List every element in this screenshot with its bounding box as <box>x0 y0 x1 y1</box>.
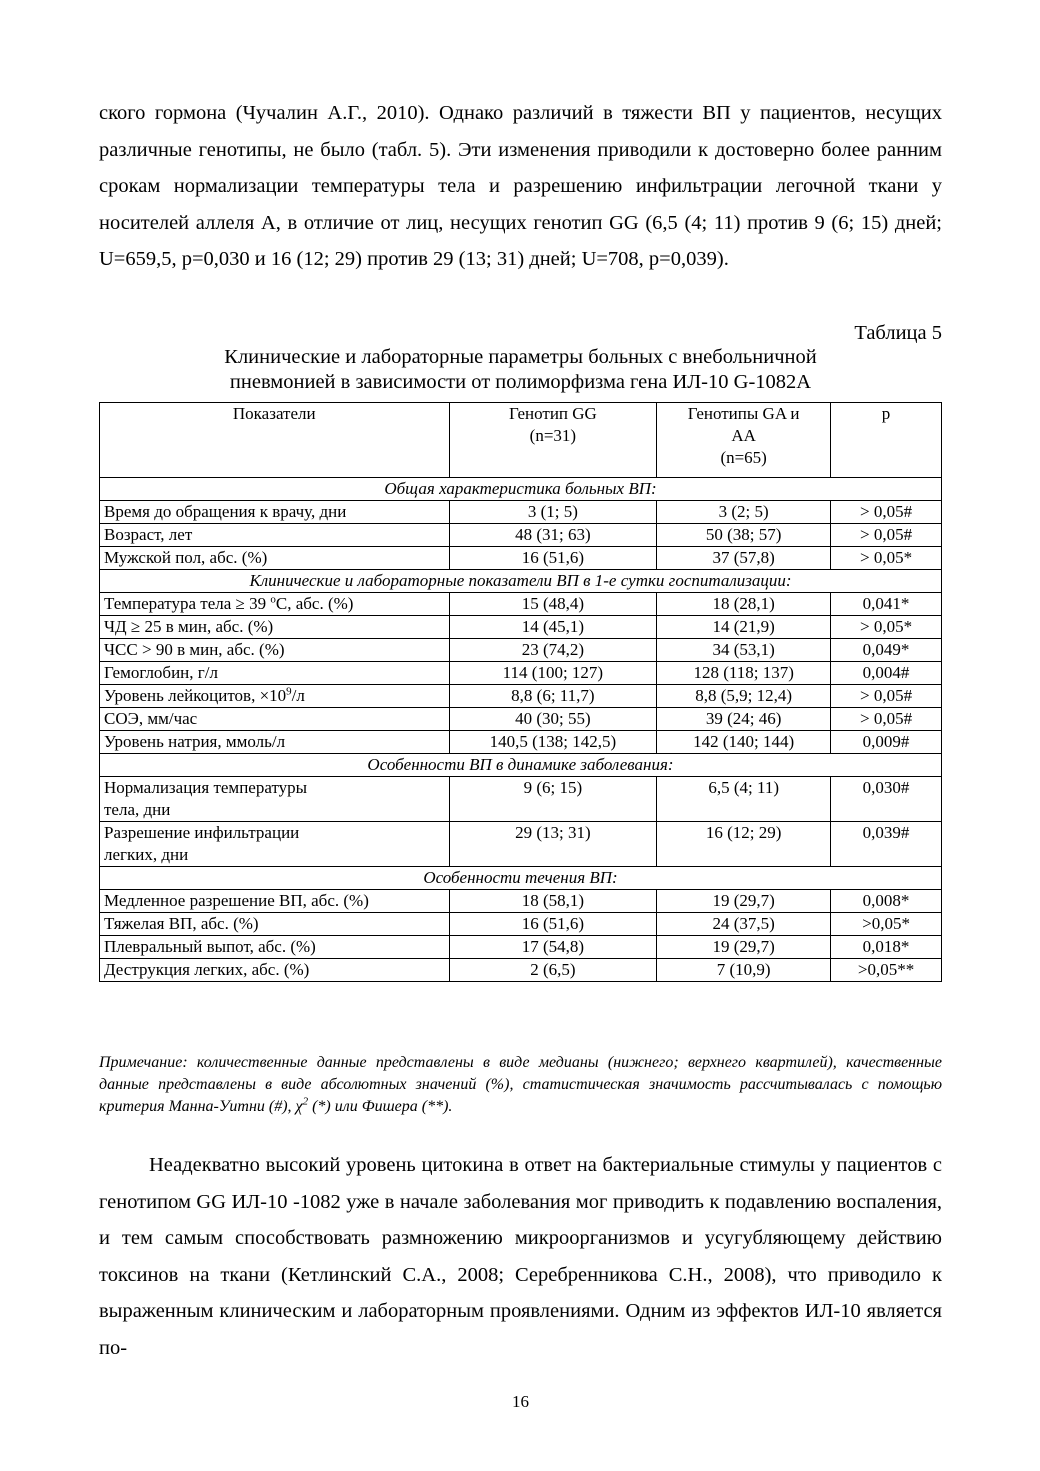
page-number: 16 <box>512 1392 529 1411</box>
table-cell: Уровень натрия, ммоль/л <box>100 731 450 754</box>
table-cell: > 0,05# <box>831 708 942 731</box>
table-cell: >0,05* <box>831 913 942 936</box>
table-row <box>100 822 942 867</box>
table-cell: 17 (54,8) <box>449 936 657 959</box>
table-row <box>100 913 942 936</box>
table-caption-line: пневмонией в зависимости от полиморфизма гена ИЛ-10 G-1082A <box>229 371 812 393</box>
table-cell: 50 (38; 57) <box>657 524 831 547</box>
table-cell: 19 (29,7) <box>657 890 831 913</box>
header-cell-ga-aa: Генотипы GA и АА (n=65) <box>657 403 831 478</box>
table-cell: 23 (74,2) <box>449 639 657 662</box>
table-cell: 2 (6,5) <box>449 959 657 982</box>
table-cell: > 0,05# <box>831 685 942 708</box>
paragraph-top: ского гормона (Чучалин А.Г., 2010). Однако различий в тяжести ВП у пациентов, несущих различные генотипы, не было (табл. 5). Эти изменения приводили к достоверно более ранним срокам нормализации температуры тела и разрешению инфильтрации легочной ткани у носителей аллеля А, в отличие от лиц, несущих генотип GG (6,5 (4; 11) против 9 (6; 15) дней; U=659,5, p=0,030 и 16 (12; 29) против 29 (13; 31) дней; U=708, p=0,039). <box>99 102 942 271</box>
table-cell: 34 (53,1) <box>657 639 831 662</box>
table-cell: 6,5 (4; 11) <box>657 777 831 822</box>
table-cell: 37 (57,8) <box>657 547 831 570</box>
table-cell: 128 (118; 137) <box>657 662 831 685</box>
table-number: Таблица 5 <box>854 322 942 344</box>
table-cell: 140,5 (138; 142,5) <box>449 731 657 754</box>
table-cell: Нормализация температуры тела, дни <box>100 777 450 822</box>
table-cell: 14 (45,1) <box>449 616 657 639</box>
section-title-row <box>100 867 942 890</box>
table-cell: ЧСС > 90 в мин, абс. (%) <box>100 639 450 662</box>
table-cell: 19 (29,7) <box>657 936 831 959</box>
table-cell: 29 (13; 31) <box>449 822 657 867</box>
table-cell: 16 (12; 29) <box>657 822 831 867</box>
table-caption <box>99 345 942 395</box>
table-row <box>100 936 942 959</box>
table-row <box>100 501 942 524</box>
table-cell: СОЭ, мм/час <box>100 708 450 731</box>
header-cell-indicator: Показатели <box>100 403 450 478</box>
table-cell: ЧД ≥ 25 в мин, абс. (%) <box>100 616 450 639</box>
table-cell: Деструкция легких, абс. (%) <box>100 959 450 982</box>
table-row <box>100 685 942 708</box>
table-cell: Особенности течения ВП: <box>100 867 942 890</box>
table-cell: 0,039# <box>831 822 942 867</box>
table-cell: 18 (58,1) <box>449 890 657 913</box>
table-cell: 16 (51,6) <box>449 547 657 570</box>
table-cell: >0,05** <box>831 959 942 982</box>
table-caption-line: Клинические и лабораторные параметры больных с внебольничной <box>224 346 817 368</box>
section-title-row <box>100 570 942 593</box>
table-cell: 0,030# <box>831 777 942 822</box>
table-cell: 16 (51,6) <box>449 913 657 936</box>
table-cell: 0,004# <box>831 662 942 685</box>
table-row <box>100 959 942 982</box>
table-cell: Разрешение инфильтрации легких, дни <box>100 822 450 867</box>
table-cell: 3 (2; 5) <box>657 501 831 524</box>
table-cell: 0,018* <box>831 936 942 959</box>
table-cell: Тяжелая ВП, абс. (%) <box>100 913 450 936</box>
table-cell: 0,041* <box>831 593 942 616</box>
header-cell-gg: Генотип GG (n=31) <box>449 403 657 478</box>
table-cell: Возраст, лет <box>100 524 450 547</box>
table-row <box>100 662 942 685</box>
table-cell: 3 (1; 5) <box>449 501 657 524</box>
table-row <box>100 616 942 639</box>
table-cell: 18 (28,1) <box>657 593 831 616</box>
table-row <box>100 708 942 731</box>
section-title-row <box>100 478 942 501</box>
table-cell: 9 (6; 15) <box>449 777 657 822</box>
table-cell: 8,8 (5,9; 12,4) <box>657 685 831 708</box>
table-cell: Медленное разрешение ВП, абс. (%) <box>100 890 450 913</box>
section-title-row <box>100 754 942 777</box>
table-cell: Время до обращения к врачу, дни <box>100 501 450 524</box>
header-cell-p: p <box>831 403 942 478</box>
data-table <box>99 402 942 982</box>
table-cell: 14 (21,9) <box>657 616 831 639</box>
table-cell: > 0,05* <box>831 547 942 570</box>
table-cell: 24 (37,5) <box>657 913 831 936</box>
table-cell: Особенности ВП в динамике заболевания: <box>100 754 942 777</box>
table-row <box>100 639 942 662</box>
table-cell: 8,8 (6; 11,7) <box>449 685 657 708</box>
table-row <box>100 524 942 547</box>
table-cell: 39 (24; 46) <box>657 708 831 731</box>
table-cell: Уровень лейкоцитов, $\times 10^9/л$ <box>100 685 450 708</box>
table-row <box>100 547 942 570</box>
table-cell: 0,009# <box>831 731 942 754</box>
table-cell: 0,049* <box>831 639 942 662</box>
table-cell: Клинические и лабораторные показатели ВП в 1-е сутки госпитализации: <box>100 570 942 593</box>
table-row <box>100 890 942 913</box>
table-cell: 114 (100; 127) <box>449 662 657 685</box>
table-cell: 15 (48,4) <box>449 593 657 616</box>
table-cell: 142 (140; 144) <box>657 731 831 754</box>
table-cell: Температура тела ≥ 39 $^o$С, абс. (%) <box>100 593 450 616</box>
table-cell: > 0,05# <box>831 524 942 547</box>
paragraph-bottom: Неадекватно высокий уровень цитокина в ответ на бактериальные стимулы у пациентов с генотипом GG ИЛ-10 -1082 уже в начале заболевания мог приводить к подавлению воспаления, и тем самым способствовать размножению микроорганизмов и усугубляющему действию токсинов на ткани (Кетлинский С.А., 2008; Серебренникова С.Н., 2008), что приводило к выраженным клиническим и лабораторным проявлениями. Одним из эффектов ИЛ-10 является по- <box>99 1154 942 1359</box>
table-cell: > 0,05# <box>831 501 942 524</box>
table-cell: Гемоглобин, г/л <box>100 662 450 685</box>
table-row <box>100 593 942 616</box>
table-cell: 48 (31; 63) <box>449 524 657 547</box>
table-cell: Общая характеристика больных ВП: <box>100 478 942 501</box>
table-cell: > 0,05* <box>831 616 942 639</box>
table-note: Примечание: количественные данные представлены в виде медианы (нижнего; верхнего квартилей), качественные данные представлены в виде абсолютных значений (%), статистическая значимость рассчитывалась с помощью критерия Манна-Уитни (#), $\chi^2$ (*) или Фишера (**). <box>99 1054 942 1115</box>
table-row <box>100 777 942 822</box>
table-header-row <box>100 403 942 478</box>
table-cell: 0,008* <box>831 890 942 913</box>
table-cell: 40 (30; 55) <box>449 708 657 731</box>
table-cell: Плевральный выпот, абс. (%) <box>100 936 450 959</box>
table-row <box>100 731 942 754</box>
table-cell: Мужской пол, абс. (%) <box>100 547 450 570</box>
table-cell: 7 (10,9) <box>657 959 831 982</box>
